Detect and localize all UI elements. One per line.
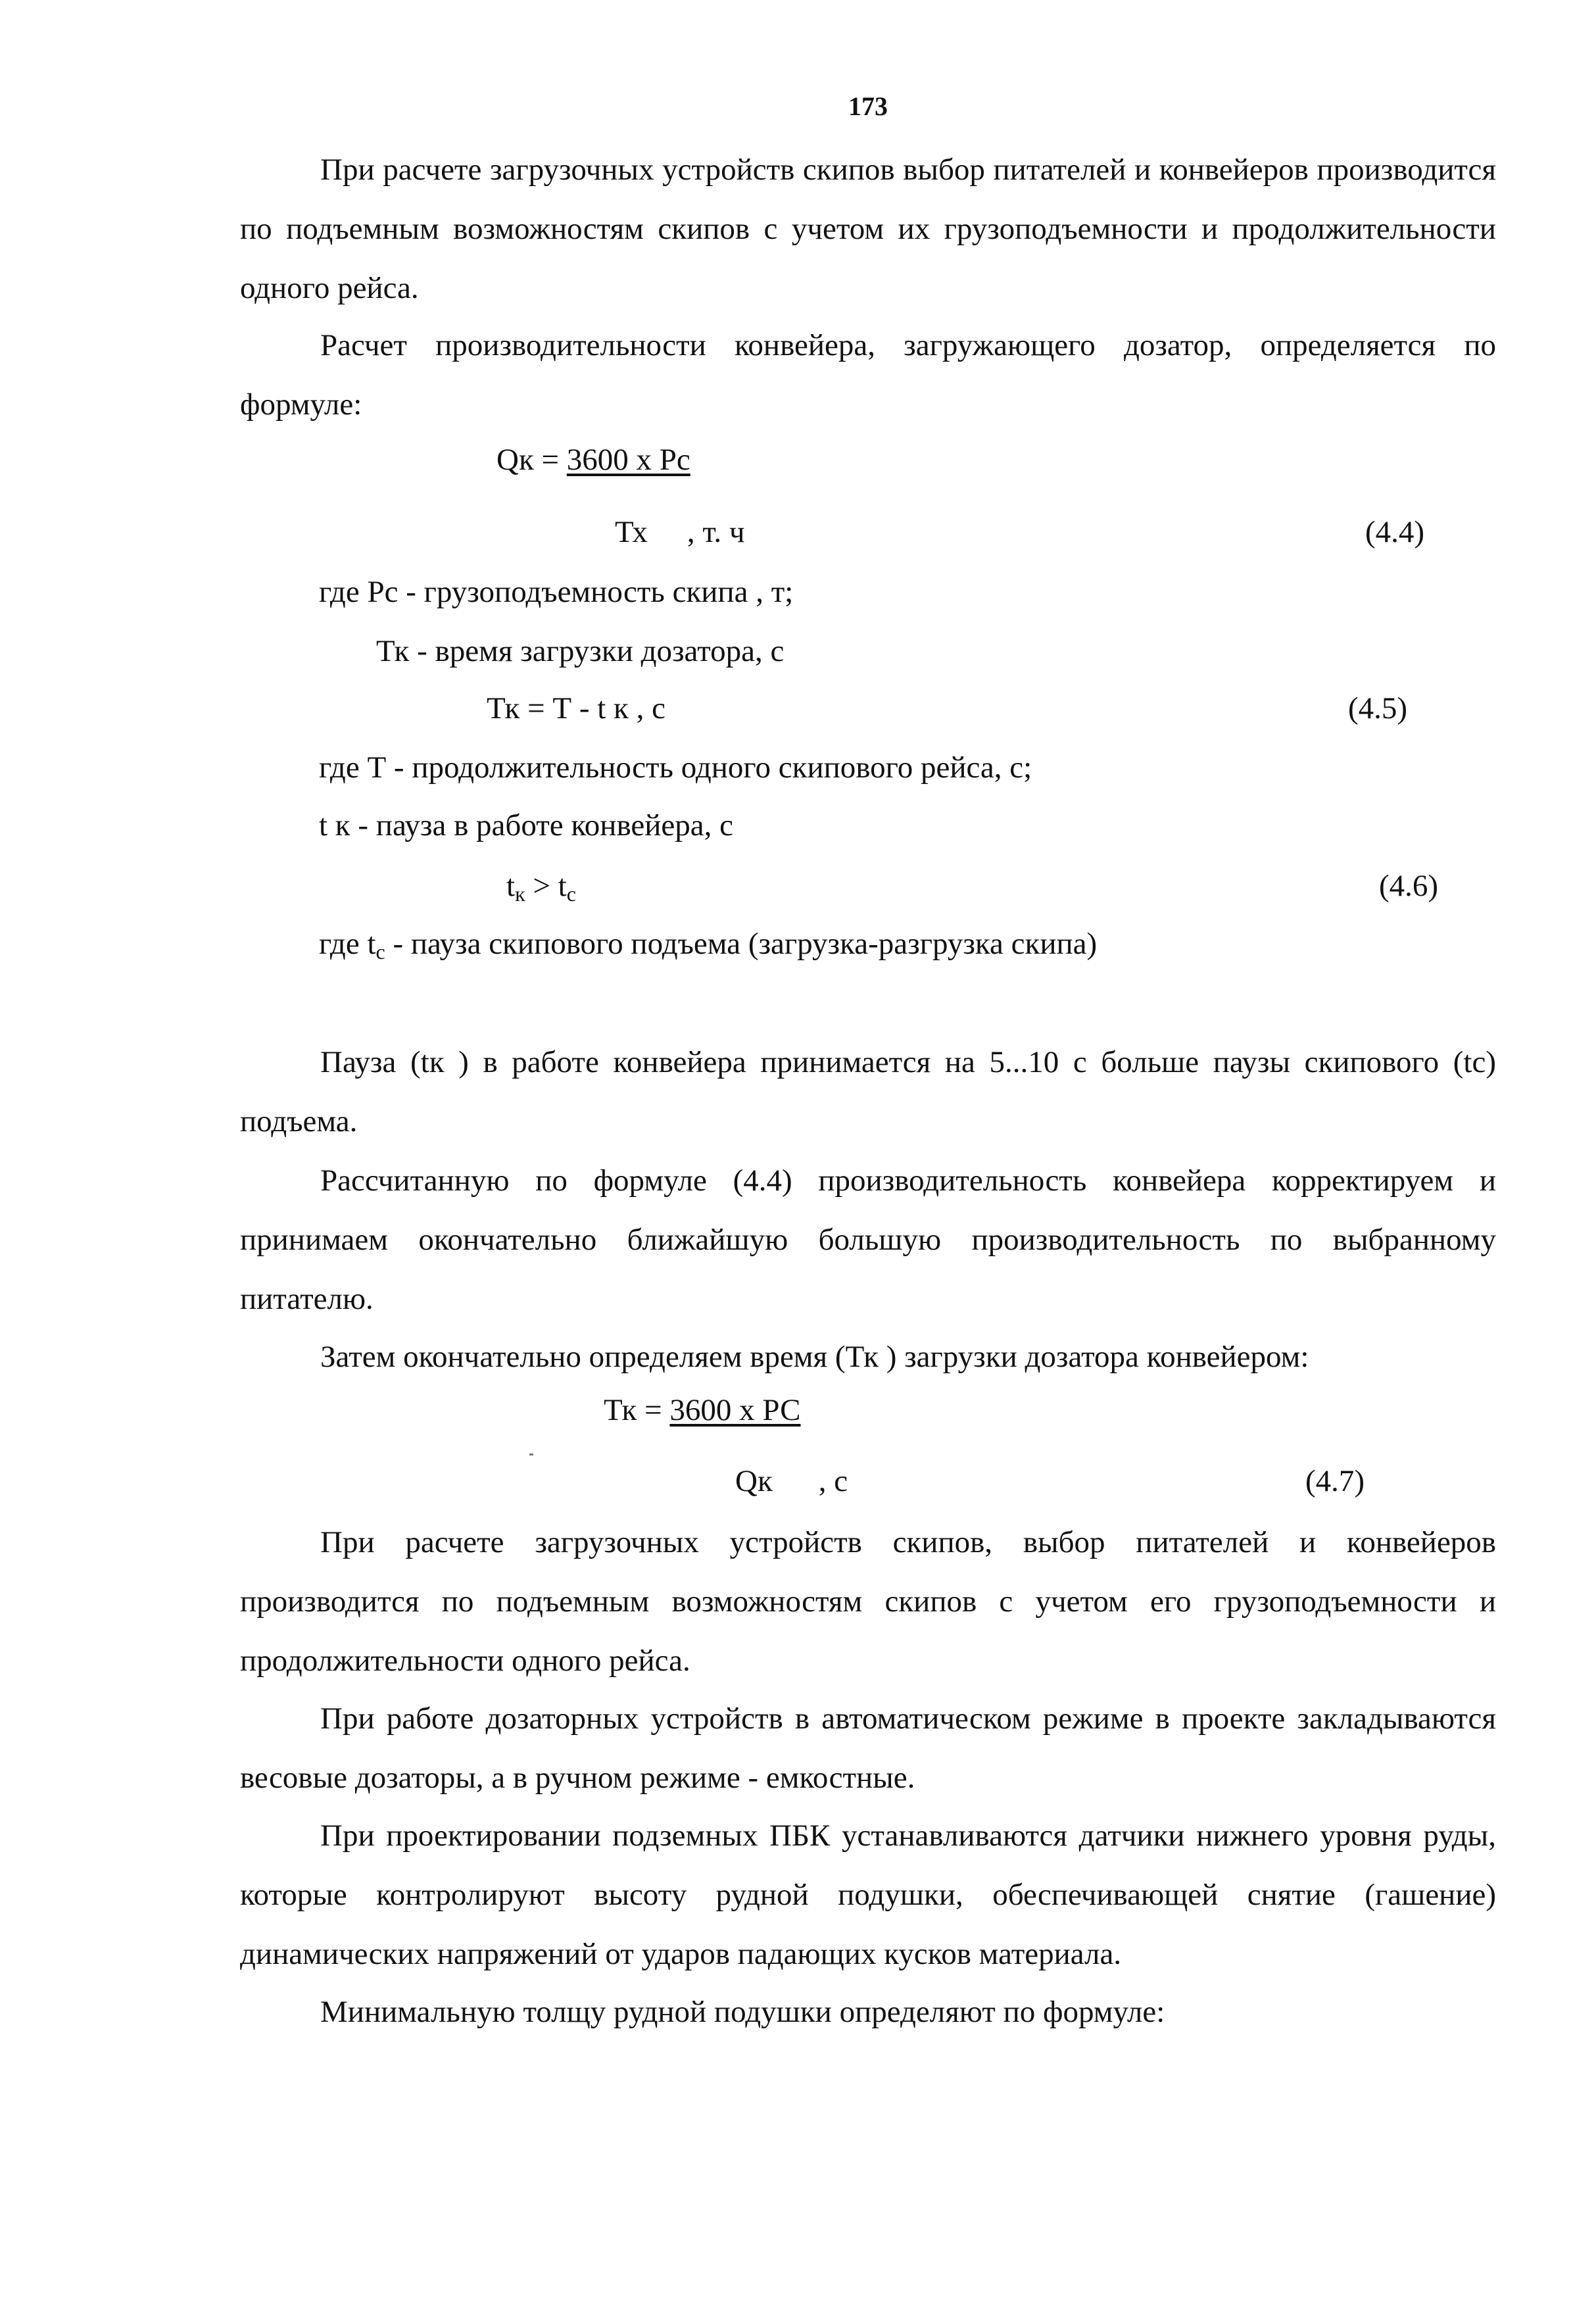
formula-4-4-bottom [615,514,745,550]
definition-tc-sub: c [375,940,385,964]
formula-4-7-denominator: Qк [735,1464,773,1498]
paragraph-conveyor-productivity: Расчет производительности конвейера, загружающего дозатор, определяется по формуле: [240,328,1496,422]
definition-tk-pause: t к - пауза в работе конвейера, с [319,808,733,843]
paragraph-dosing-devices: При работе дозаторных устройств в автоматическом режиме в проекте закладываются весовые дозаторы, а в ручном режиме - емкостные. [240,1701,1496,1795]
formula-4-5: Тк = Т - t к , с [487,691,665,725]
formula-4-4-top [496,442,690,477]
definition-tk: Тк - время загрузки дозатора, с [376,634,785,668]
formula-4-7-unit: , с [818,1464,848,1498]
equation-number-4-4: (4.4) [1365,515,1425,549]
formula-4-7-lhs: Тк = [604,1393,670,1427]
definition-pc: где Рс - грузоподъемность скипа , т; [319,575,794,609]
paragraph-corrected-productivity: Рассчитанную по формуле (4.4) производительность конвейера корректируем и принимаем окончательно ближайшую большую производительность по выбранному питателю. [240,1163,1496,1316]
formula-4-6 [506,868,576,906]
paragraph-intro: При расчете загрузочных устройств скипов выбор питателей и конвейеров производится по подъемным возможностям скипов с учетом их грузоподъемности и продолжительности одного рейса. [240,153,1496,305]
paragraph-loading-time: Затем окончательно определяем время (Тк ) загрузки дозатора конвейером: [320,1340,1309,1374]
definition-tc [319,926,1097,964]
formula-4-6-rhs-sub: c [566,882,576,906]
definition-tc-prefix: где t [319,927,376,961]
definition-tc-text: - пауза скипового подъема (загрузка-разгрузка скипа) [385,927,1098,961]
formula-4-7-top [604,1392,800,1428]
formula-4-4-lhs: Qк = [496,443,567,477]
definition-t: где Т - продолжительность одного скипового рейса, с; [319,750,1032,785]
equation-number-4-5: (4.5) [1348,691,1408,725]
equation-number-4-7: (4.7) [1305,1464,1365,1498]
page-number: 173 [848,91,888,121]
paragraph-pause: Пауза (tк ) в работе конвейера принимается на 5...10 с больше паузы скипового (tc) подъема. [240,1045,1496,1138]
formula-4-4-numerator: 3600 х Рс [566,443,690,477]
paragraph-ore-sensors: При проектировании подземных ПБК устанавливаются датчики нижнего уровня руды, которые контролируют высоту рудной подушки, обеспечивающей снятие (гашение) динамических напряжений от ударов падающих кусков материала. [240,1819,1496,1971]
formula-4-4-unit: , т. ч [687,515,745,549]
formula-4-6-lhs: t [506,869,516,903]
equation-number-4-6: (4.6) [1379,869,1439,903]
paragraph-min-thickness: Минимальную толщу рудной подушки определяют по формуле: [320,1995,1165,2029]
paragraph-loading-devices: При расчете загрузочных устройств скипов, выбор питателей и конвейеров производится по подъемным возможностям скипов с учетом его грузоподъемности и продолжительности одного рейса. [240,1525,1496,1678]
formula-4-7-bottom [735,1463,848,1499]
formula-4-6-lhs-sub: к [515,882,525,906]
formula-4-6-operator: > t [525,869,567,903]
formula-4-4-denominator: Тх [615,515,648,549]
scan-speck [529,1454,533,1455]
formula-4-7-numerator: 3600 х РС [669,1393,801,1427]
